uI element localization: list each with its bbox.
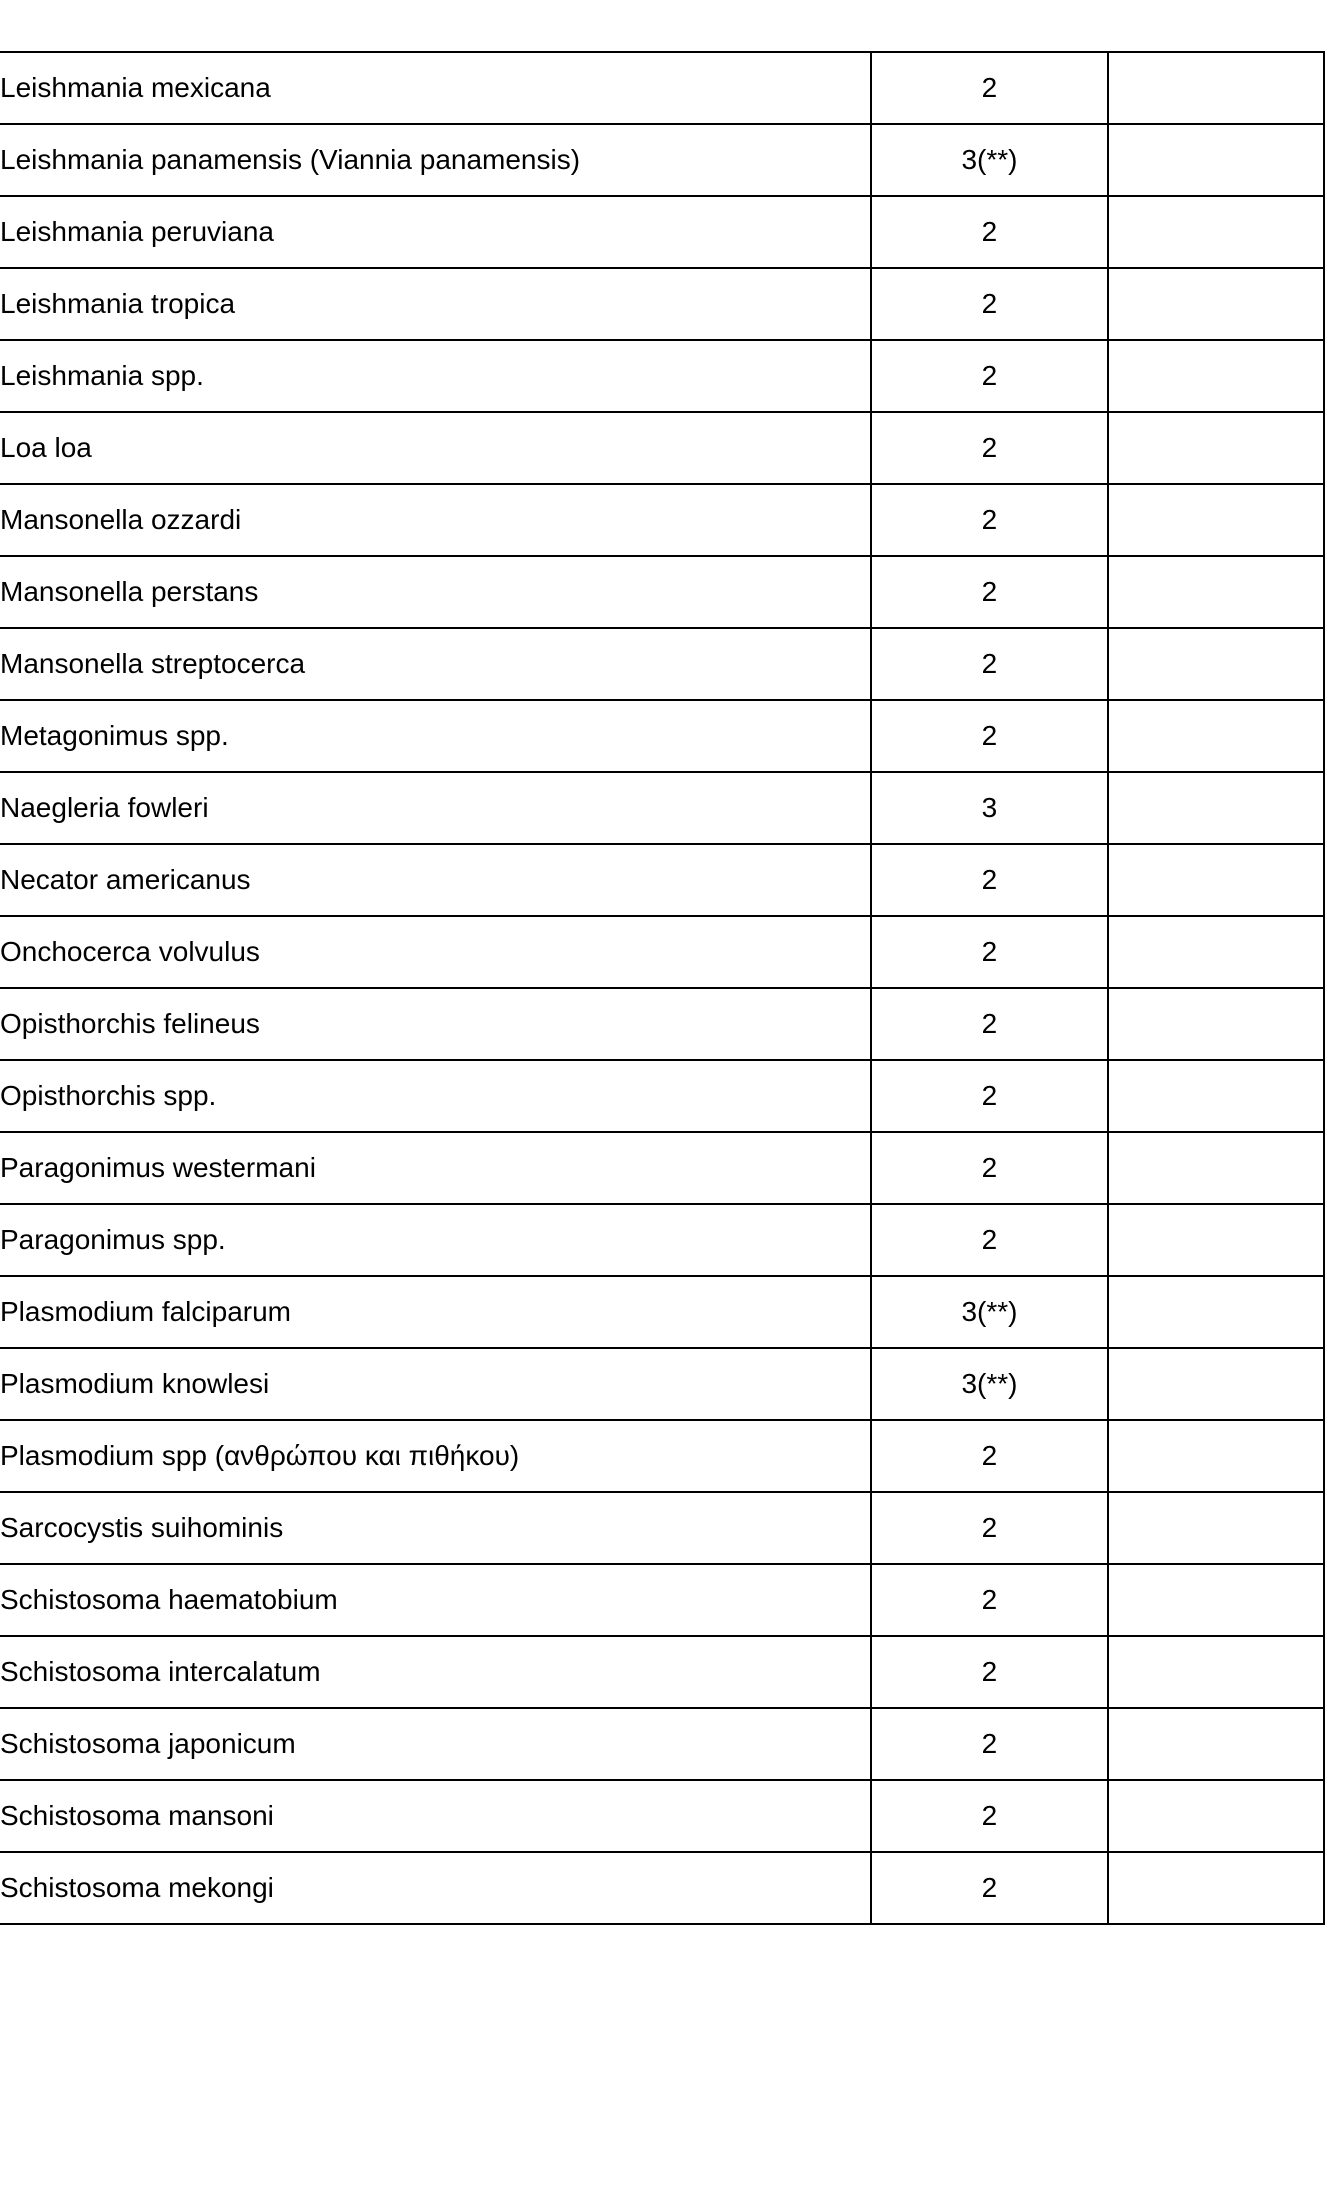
- table-row: [0, 1276, 1324, 1348]
- risk-group-cell: 2: [871, 1132, 1108, 1204]
- notes-cell: [1108, 196, 1324, 268]
- table-row: [0, 1204, 1324, 1276]
- notes-cell: [1108, 1708, 1324, 1780]
- agent-name-cell: Naegleria fowleri: [0, 772, 871, 844]
- agent-name-cell: Schistosoma japonicum: [0, 1708, 871, 1780]
- risk-group-cell: 2: [871, 1708, 1108, 1780]
- agent-name-cell: Paragonimus spp.: [0, 1204, 871, 1276]
- notes-cell: [1108, 844, 1324, 916]
- table-row: [0, 1132, 1324, 1204]
- notes-cell: [1108, 1204, 1324, 1276]
- risk-group-cell: 2: [871, 1204, 1108, 1276]
- agent-name-cell: Mansonella perstans: [0, 556, 871, 628]
- risk-group-cell: 3(**): [871, 1276, 1108, 1348]
- notes-cell: [1108, 1636, 1324, 1708]
- risk-group-cell: 2: [871, 196, 1108, 268]
- agent-name-cell: Leishmania panamensis (Viannia panamensis): [0, 124, 871, 196]
- agent-name-cell: Opisthorchis spp.: [0, 1060, 871, 1132]
- table-row: [0, 1060, 1324, 1132]
- agent-name-cell: Plasmodium knowlesi: [0, 1348, 871, 1420]
- table-row: [0, 916, 1324, 988]
- notes-cell: [1108, 1132, 1324, 1204]
- agent-name-cell: Schistosoma haematobium: [0, 1564, 871, 1636]
- notes-cell: [1108, 124, 1324, 196]
- notes-cell: [1108, 1348, 1324, 1420]
- table-row: [0, 1492, 1324, 1564]
- notes-cell: [1108, 772, 1324, 844]
- agent-name-cell: Leishmania spp.: [0, 340, 871, 412]
- table-row: [0, 124, 1324, 196]
- risk-group-cell: 2: [871, 1852, 1108, 1924]
- risk-group-cell: 2: [871, 484, 1108, 556]
- agent-name-cell: Leishmania mexicana: [0, 52, 871, 124]
- risk-group-cell: 2: [871, 844, 1108, 916]
- biological-agents-table: [0, 51, 1325, 1925]
- table-row: [0, 1636, 1324, 1708]
- agent-name-cell: Mansonella streptocerca: [0, 628, 871, 700]
- table-row: [0, 1348, 1324, 1420]
- table-row: [0, 700, 1324, 772]
- risk-group-cell: 2: [871, 268, 1108, 340]
- notes-cell: [1108, 700, 1324, 772]
- agent-name-cell: Paragonimus westermani: [0, 1132, 871, 1204]
- table-row: [0, 268, 1324, 340]
- risk-group-cell: 2: [871, 1420, 1108, 1492]
- table-row: [0, 412, 1324, 484]
- table-row: [0, 1780, 1324, 1852]
- table-row: [0, 1564, 1324, 1636]
- agent-name-cell: Schistosoma mansoni: [0, 1780, 871, 1852]
- agent-name-cell: Loa loa: [0, 412, 871, 484]
- agent-name-cell: Plasmodium spp (ανθρώπου και πιθήκου): [0, 1420, 871, 1492]
- agent-name-cell: Opisthorchis felineus: [0, 988, 871, 1060]
- table-row: [0, 556, 1324, 628]
- notes-cell: [1108, 412, 1324, 484]
- notes-cell: [1108, 1276, 1324, 1348]
- risk-group-cell: 2: [871, 1060, 1108, 1132]
- notes-cell: [1108, 340, 1324, 412]
- notes-cell: [1108, 988, 1324, 1060]
- table-row: [0, 844, 1324, 916]
- notes-cell: [1108, 916, 1324, 988]
- agent-name-cell: Onchocerca volvulus: [0, 916, 871, 988]
- risk-group-cell: 2: [871, 1492, 1108, 1564]
- agent-name-cell: Schistosoma intercalatum: [0, 1636, 871, 1708]
- risk-group-cell: 2: [871, 340, 1108, 412]
- notes-cell: [1108, 1492, 1324, 1564]
- table-row: [0, 628, 1324, 700]
- notes-cell: [1108, 1780, 1324, 1852]
- agent-name-cell: Sarcocystis suihominis: [0, 1492, 871, 1564]
- table-row: [0, 772, 1324, 844]
- agent-name-cell: Plasmodium falciparum: [0, 1276, 871, 1348]
- risk-group-cell: 2: [871, 556, 1108, 628]
- risk-group-cell: 2: [871, 1780, 1108, 1852]
- notes-cell: [1108, 556, 1324, 628]
- table-row: [0, 340, 1324, 412]
- table-row: [0, 1708, 1324, 1780]
- risk-group-cell: 2: [871, 916, 1108, 988]
- agent-name-cell: Metagonimus spp.: [0, 700, 871, 772]
- table-row: [0, 1852, 1324, 1924]
- table-row: [0, 1420, 1324, 1492]
- agent-name-cell: Leishmania peruviana: [0, 196, 871, 268]
- notes-cell: [1108, 1564, 1324, 1636]
- notes-cell: [1108, 628, 1324, 700]
- risk-group-cell: 2: [871, 52, 1108, 124]
- table-row: [0, 196, 1324, 268]
- agent-name-cell: Leishmania tropica: [0, 268, 871, 340]
- notes-cell: [1108, 1852, 1324, 1924]
- table-row: [0, 52, 1324, 124]
- agent-name-cell: Mansonella ozzardi: [0, 484, 871, 556]
- risk-group-cell: 2: [871, 628, 1108, 700]
- notes-cell: [1108, 1060, 1324, 1132]
- risk-group-cell: 2: [871, 700, 1108, 772]
- risk-group-cell: 2: [871, 1564, 1108, 1636]
- table-row: [0, 988, 1324, 1060]
- notes-cell: [1108, 52, 1324, 124]
- risk-group-cell: 2: [871, 412, 1108, 484]
- notes-cell: [1108, 268, 1324, 340]
- risk-group-cell: 2: [871, 1636, 1108, 1708]
- risk-group-cell: 3(**): [871, 124, 1108, 196]
- table-body: [0, 52, 1324, 1924]
- risk-group-cell: 3(**): [871, 1348, 1108, 1420]
- notes-cell: [1108, 484, 1324, 556]
- risk-group-cell: 2: [871, 988, 1108, 1060]
- risk-group-cell: 3: [871, 772, 1108, 844]
- table-row: [0, 484, 1324, 556]
- agent-name-cell: Schistosoma mekongi: [0, 1852, 871, 1924]
- notes-cell: [1108, 1420, 1324, 1492]
- agent-name-cell: Necator americanus: [0, 844, 871, 916]
